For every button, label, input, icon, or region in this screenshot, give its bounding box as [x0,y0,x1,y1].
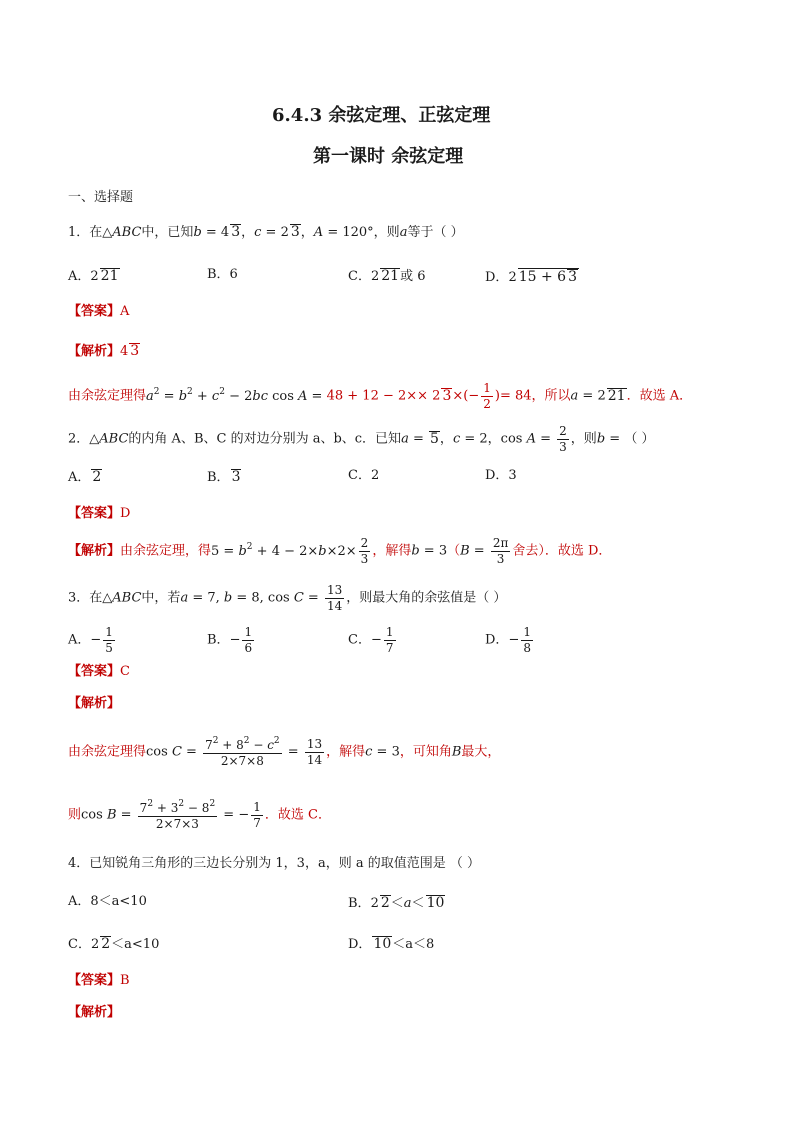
q1-solution: 由余弦定理得$a^2 = b^2 + c^2 - 2bc$ cos A = 48 + 12 − 2×× 2 3×(− $\frac{1}{2}$ )= 84，所以a = 2 21．故选 A． [68,381,693,411]
q4-option-b: B．2 2＜a＜ 10 [348,895,445,911]
q2-stem: 2．△ABC的内角 A、B、C 的对边分别为 a、b、c．已知a = 5，c = 2，cos A = $\frac{2}{3}$ ，则b = （ ） [68,424,655,454]
q3-solution-line1: 由余弦定理得cos C = $\frac{7^2 + 8^2 - c^2}{2\times 7\times 8}$ = $\frac{13}{14}$ ，解得c = 3，可知角B最大， [68,736,501,768]
q4-answer: 【答案】B [68,973,130,988]
section-heading: 一、选择题 [68,190,134,205]
q3-option-c: C．− $\frac{1}{7}$ [348,625,394,655]
page-subtitle: 第一课时 余弦定理 [313,146,464,167]
q4-option-c: C．2 2＜a<10 [68,936,160,952]
q1-option-b: B．6 [207,267,238,282]
q1-stem: 1．在△ABC中，已知b = 4 3，c = 2 3，A = 120°，则a等于（ ） [68,224,464,240]
q3-analysis-head: 【解析】 [68,696,121,711]
q1-analysis-head: 【解析】4 3 [68,343,140,359]
q1-option-a: A．2 21 [68,268,119,284]
q3-stem: 3．在△ABC中，若a = 7, b = 8, cos C = $\frac{13}{14}$ ，则最大角的余弦值是（ ） [68,583,507,613]
q4-stem: 4．已知锐角三角形的三边长分别为 1，3，a，则 a 的取值范围是 （ ） [68,856,480,871]
q1-option-c: C．2 21或 6 [348,268,426,284]
q4-option-d: D． 10＜a＜8 [348,936,435,952]
q2-option-b: B． 3 [207,469,241,485]
q2-answer: 【答案】D [68,506,131,521]
q3-option-b: B．− $\frac{1}{6}$ [207,625,253,655]
page-title: 6.4.3 余弦定理、正弦定理 [272,105,491,126]
q2-option-d: D．3 [485,468,517,483]
q3-option-a: A．− $\frac{1}{5}$ [68,625,113,655]
q2-option-c: C．2 [348,468,380,483]
q4-analysis-head: 【解析】 [68,1005,121,1020]
q3-solution-line2: 则cos B = $\frac{7^2 + 3^2 - 8^2}{2\times 7\times 3}$ = − $\frac{1}{7}$ ．故选 C． [68,799,331,831]
q3-answer: 【答案】C [68,664,130,679]
q1-option-d: D．2 15 + 6 3 [485,269,577,285]
q2-solution: 【解析】由余弦定理，得$5 = b^2 + 4 - 2\times b\times 2\times$ $\frac{2}{3}$ ，解得b = 3（B = $\frac{2\pi}{3}$ 舍去）．故选 D． [68,536,612,566]
q4-option-a: A．8＜a<10 [68,894,147,909]
q3-option-d: D．− $\frac{1}{8}$ [485,625,531,655]
q1-answer: 【答案】A [68,304,130,319]
q2-option-a: A． 2 [68,469,102,485]
